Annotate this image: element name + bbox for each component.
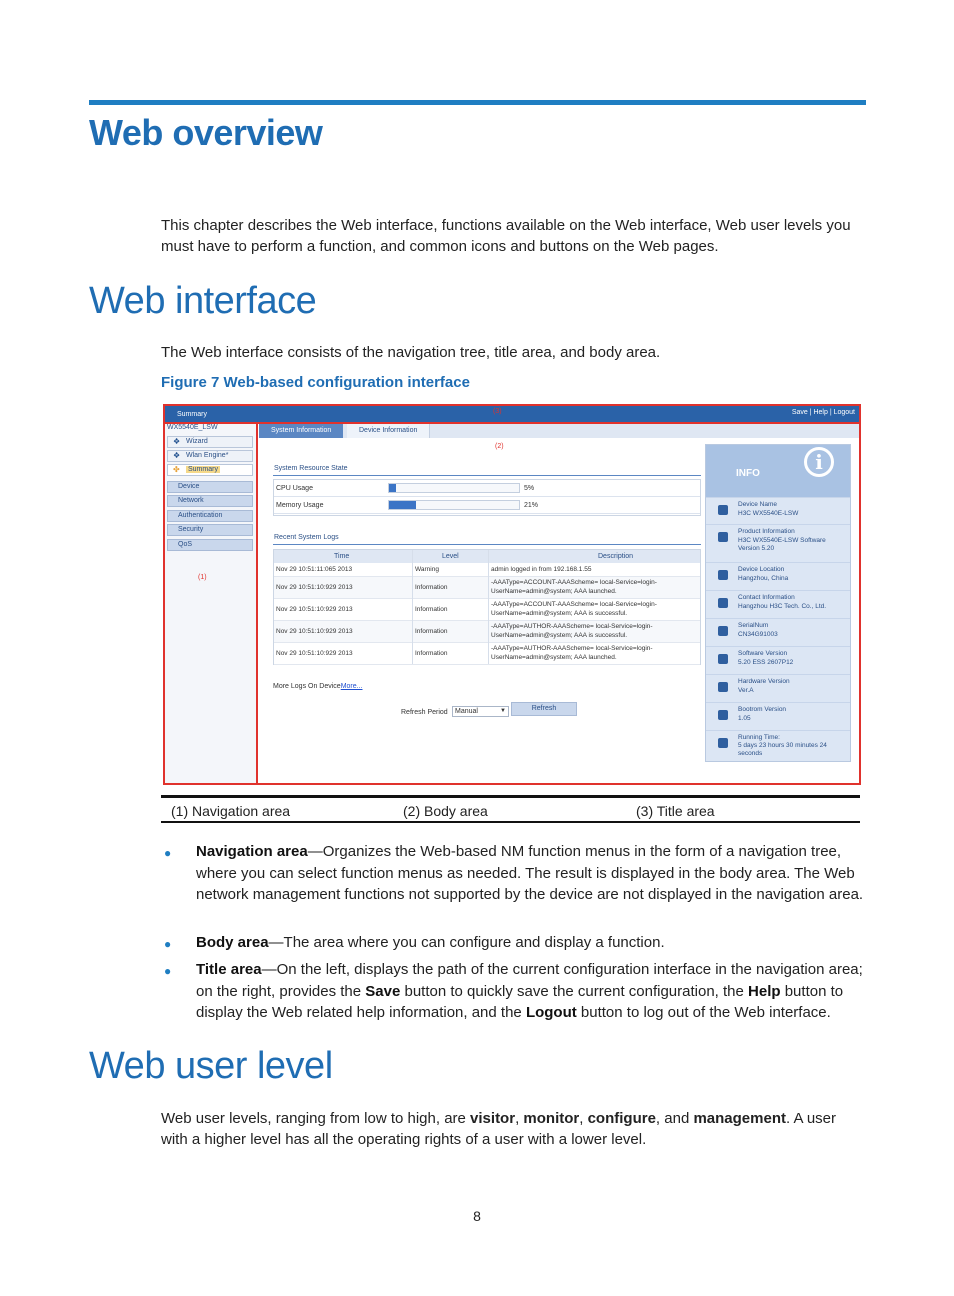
figure-caption: Figure 7 Web-based configuration interface [161,374,470,391]
info-row: Device Location Hangzhou, China [706,562,850,590]
info-row: Software Version 5.20 ESS 2607P12 [706,646,850,674]
callout-nav: (1) [198,574,207,581]
legend-nav: (1) Navigation area [171,803,291,819]
tab-device-information[interactable]: Device Information [347,424,430,438]
resource-label: CPU Usage [276,485,313,492]
resource-title: System Resource State [274,465,348,472]
title-links[interactable]: Save | Help | Logout [791,409,855,416]
table-row: Nov 29 10:51:10:929 2013 Information -AAAType=ACCOUNT-AAAScheme= local-Service=login- UserName=admin@system; AAA launched. [274,577,700,599]
bullet-body: Body area—The area where you can configure and display a function. [196,934,665,951]
page-number: 8 [473,1208,481,1224]
chapter-rule [89,100,866,105]
info-row: Running Time: 5 days 23 hours 30 minutes 24 seconds [706,730,850,761]
legend-rule-bottom [161,821,860,823]
user-level-text: Web user levels, ranging from low to high, are visitor, monitor, configure, and management. A user with a higher level has all the operating rights of a user with a lower level. [161,1110,837,1148]
breadcrumb[interactable]: Summary [177,411,207,418]
nav-item-wlan-engine[interactable]: ❖ Wlan Engine* [167,450,253,462]
table-row: Nov 29 10:51:10:929 2013 Information -AAAType=ACCOUNT-AAAScheme= local-Service=login- UserName=admin@system; AAA is successful. [274,599,700,621]
info-row: Device Name H3C WX5540E-LSW [706,497,850,525]
title-area-callout [163,404,861,424]
diamond-icon: ❖ [173,451,181,460]
table-row: Nov 29 10:51:10:929 2013 Information -AAAType=AUTHOR-AAAScheme= local-Service=login- UserName=admin@system; AAA launched. [274,643,700,665]
bullet-title: Title area—On the left, displays the path of the current configuration interface in the navigation area; on the right, provides the Save button to quickly save the current configuration, the Help button to display the Web related help information, and the Logout button to log out of the Web interface. [196,961,863,1021]
legend-rule-top [161,795,860,798]
nav-item-wizard[interactable]: ❖ Wizard [167,436,253,448]
section-heading-interface: Web interface [89,280,317,322]
bullet-navigation: Navigation area—Organizes the Web-based NM function menus in the form of a navigation tree, where you can select function menus as needed. The result is displayed in the body area. The Web network management functions not supported by the device are not displayed in the navigation area. [196,843,864,903]
chapter-intro: This chapter describes the Web interface, functions available on the Web interface, Web user levels you must have to perform a function, and common icons and buttons on the Web pages. [161,217,851,255]
body-area-callout [256,422,861,785]
col-description: Description [598,553,634,560]
tab-system-information[interactable]: System Information [259,424,343,438]
web-interface-figure [163,404,861,785]
info-row: Bootrom Version 1.05 [706,702,850,730]
nav-group-qos[interactable]: QoS [167,539,253,551]
table-row: Nov 29 10:51:10:929 2013 Information -AAAType=AUTHOR-AAAScheme= local-Service=login- UserName=admin@system; AAA is successful. [274,621,700,643]
device-name: WX5540E_LSW [167,424,218,431]
info-row: Product Information H3C WX5540E-LSW Software Version 5.20 [706,524,850,562]
legend-body: (2) Body area [403,803,488,819]
info-row: SerialNum CN34G91003 [706,618,850,646]
resource-label: Memory Usage [276,502,324,509]
gear-icon: ✤ [173,465,180,474]
bullet-icon: ● [164,964,172,978]
more-link[interactable]: More... [340,683,363,690]
refresh-button[interactable]: Refresh [511,702,577,716]
info-row: Hardware Version Ver.A [706,674,850,702]
nav-group-device[interactable]: Device [167,481,253,493]
col-time: Time [334,553,350,560]
section-heading-user-level: Web user level [89,1045,333,1087]
resource-value: 21% [524,502,539,509]
navigation-area-callout [163,422,258,785]
bullet-icon: ● [164,846,172,860]
col-level: Level [442,553,459,560]
legend-title: (3) Title area [636,803,715,819]
nav-group-network[interactable]: Network [167,495,253,507]
table-row: Nov 29 10:51:11:065 2013 Warning admin logged in from 192.168.1.55 [274,563,700,577]
info-row: Contact Information Hangzhou H3C Tech. Co., Ltd. [706,590,850,618]
diamond-icon: ❖ [173,437,181,446]
bullet-icon: ● [164,937,172,951]
nav-group-authentication[interactable]: Authentication [167,510,253,522]
refresh-label: Refresh Period [401,709,448,716]
refresh-period-select[interactable]: Manual ▼ [452,706,509,717]
callout-body: (2) [495,443,504,450]
info-title: INFO [736,468,760,479]
chevron-down-icon: ▼ [500,708,506,714]
callout-title: (3) [493,408,502,415]
more-logs: More Logs On DeviceMore... [273,683,363,690]
resource-value: 5% [524,485,535,492]
interface-text: The Web interface consists of the navigation tree, title area, and body area. [161,344,661,361]
logs-title: Recent System Logs [274,534,339,541]
chapter-title: Web overview [89,112,323,153]
nav-item-summary[interactable]: ✤ Summary [167,464,253,476]
info-icon: i [804,447,834,477]
nav-group-security[interactable]: Security [167,524,253,536]
